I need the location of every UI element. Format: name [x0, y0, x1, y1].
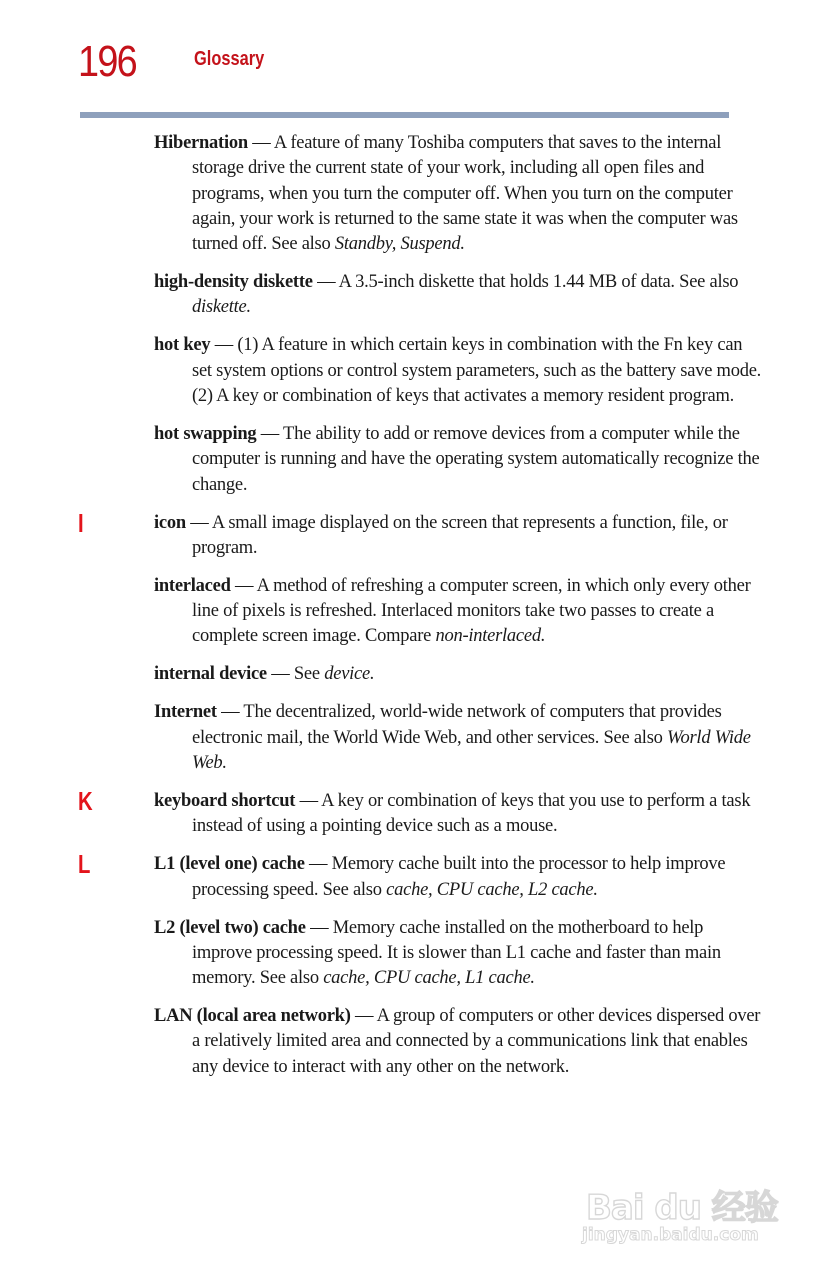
baidu-watermark — [580, 1155, 780, 1255]
glossary-definition: — A group of computers or other devices dispersed over a relatively limited area and connected by a communications link that enables any device to interact with any other on the network. — [192, 1006, 761, 1077]
glossary-term: LAN (local area network) — [154, 1006, 351, 1027]
cross-reference: device. — [324, 664, 375, 685]
cross-reference: cache, CPU cache, L2 cache. — [386, 879, 598, 900]
glossary-term: Internet — [154, 702, 217, 723]
glossary-term: interlaced — [154, 575, 231, 596]
glossary-entry — [154, 422, 762, 498]
glossary-entry — [154, 916, 762, 992]
section-letter-marker: L — [78, 849, 91, 880]
section-letter-marker: K — [78, 786, 93, 817]
glossary-term: internal device — [154, 664, 267, 685]
glossary-entry — [78, 507, 762, 562]
glossary-definition: — (1) A feature in which certain keys in combination with the Fn key can set system options or control system parameters, such as the battery save mode. (2) A key or combination of keys that activates a memory resident program. — [192, 335, 762, 407]
glossary-definition: — The ability to add or remove devices from a computer while the computer is running and have the operating system automatically recognize the change. — [192, 424, 760, 495]
cross-reference: Standby, Suspend. — [334, 234, 465, 255]
glossary-term: icon — [154, 512, 186, 533]
glossary-definition: — Memory cache installed on the motherboard to help improve processing speed. It is slower than L1 cache and faster than main memory. See also — [192, 917, 721, 989]
glossary-entry — [154, 270, 762, 321]
glossary-definition: — The decentralized, world-wide network of computers that provides electronic mail, the World Wide Web, and other services. See also — [192, 702, 722, 748]
watermark-brand: Bai du 经验 — [586, 1188, 778, 1228]
glossary-entry — [78, 849, 762, 903]
glossary-definition: — A key or combination of keys that you use to perform a task instead of using a pointing device such as a mouse. — [192, 791, 751, 837]
glossary-entry — [78, 786, 762, 840]
cross-reference: diskette. — [192, 297, 251, 318]
glossary-entry — [154, 1004, 762, 1080]
glossary-term: L2 (level two) cache — [154, 917, 306, 938]
section-title: Glossary — [194, 48, 265, 70]
header-rule — [80, 112, 729, 118]
glossary-definition: — A small image displayed on the screen that represents a function, file, or program. — [185, 512, 728, 558]
glossary-entry — [154, 574, 762, 650]
glossary-term: L1 (level one) cache — [154, 854, 305, 875]
glossary-entry — [154, 131, 762, 257]
glossary-term: hot swapping — [154, 424, 257, 445]
glossary-definition: — A feature of many Toshiba computers that saves to the internal storage drive the current state of your work, including all open files and programs, when you turn the computer off. When you turn on the computer again, your work is returned to the same state it was when the computer was turned off. See also — [192, 133, 738, 255]
glossary-entry — [154, 662, 762, 687]
glossary-definition: — Memory cache built into the processor to help improve processing speed. See also — [192, 854, 726, 900]
glossary-entry — [154, 700, 762, 776]
cross-reference: cache, CPU cache, L1 cache. — [323, 968, 535, 989]
cross-reference: World Wide Web. — [192, 727, 751, 774]
glossary-definition: — A 3.5-inch diskette that holds 1.44 MB of data. See also — [312, 272, 739, 293]
watermark-url: jingyan.baidu.com — [582, 1225, 759, 1245]
glossary-definition: — See — [266, 664, 325, 685]
glossary-definition: — A method of refreshing a computer screen, in which only every other line of pixels is refreshed. Interlaced monitors take two passes to create a complete screen image. Compare — [192, 575, 751, 647]
glossary-term: keyboard shortcut — [154, 791, 296, 812]
section-letter-marker: I — [78, 507, 84, 538]
cross-reference: non-interlaced. — [435, 626, 546, 647]
glossary-entry — [154, 333, 762, 409]
glossary-term: high-density diskette — [154, 272, 313, 293]
glossary-list — [0, 131, 821, 1093]
glossary-term: Hibernation — [154, 133, 248, 153]
glossary-term: hot key — [154, 335, 211, 356]
page-number: 196 — [78, 37, 136, 86]
